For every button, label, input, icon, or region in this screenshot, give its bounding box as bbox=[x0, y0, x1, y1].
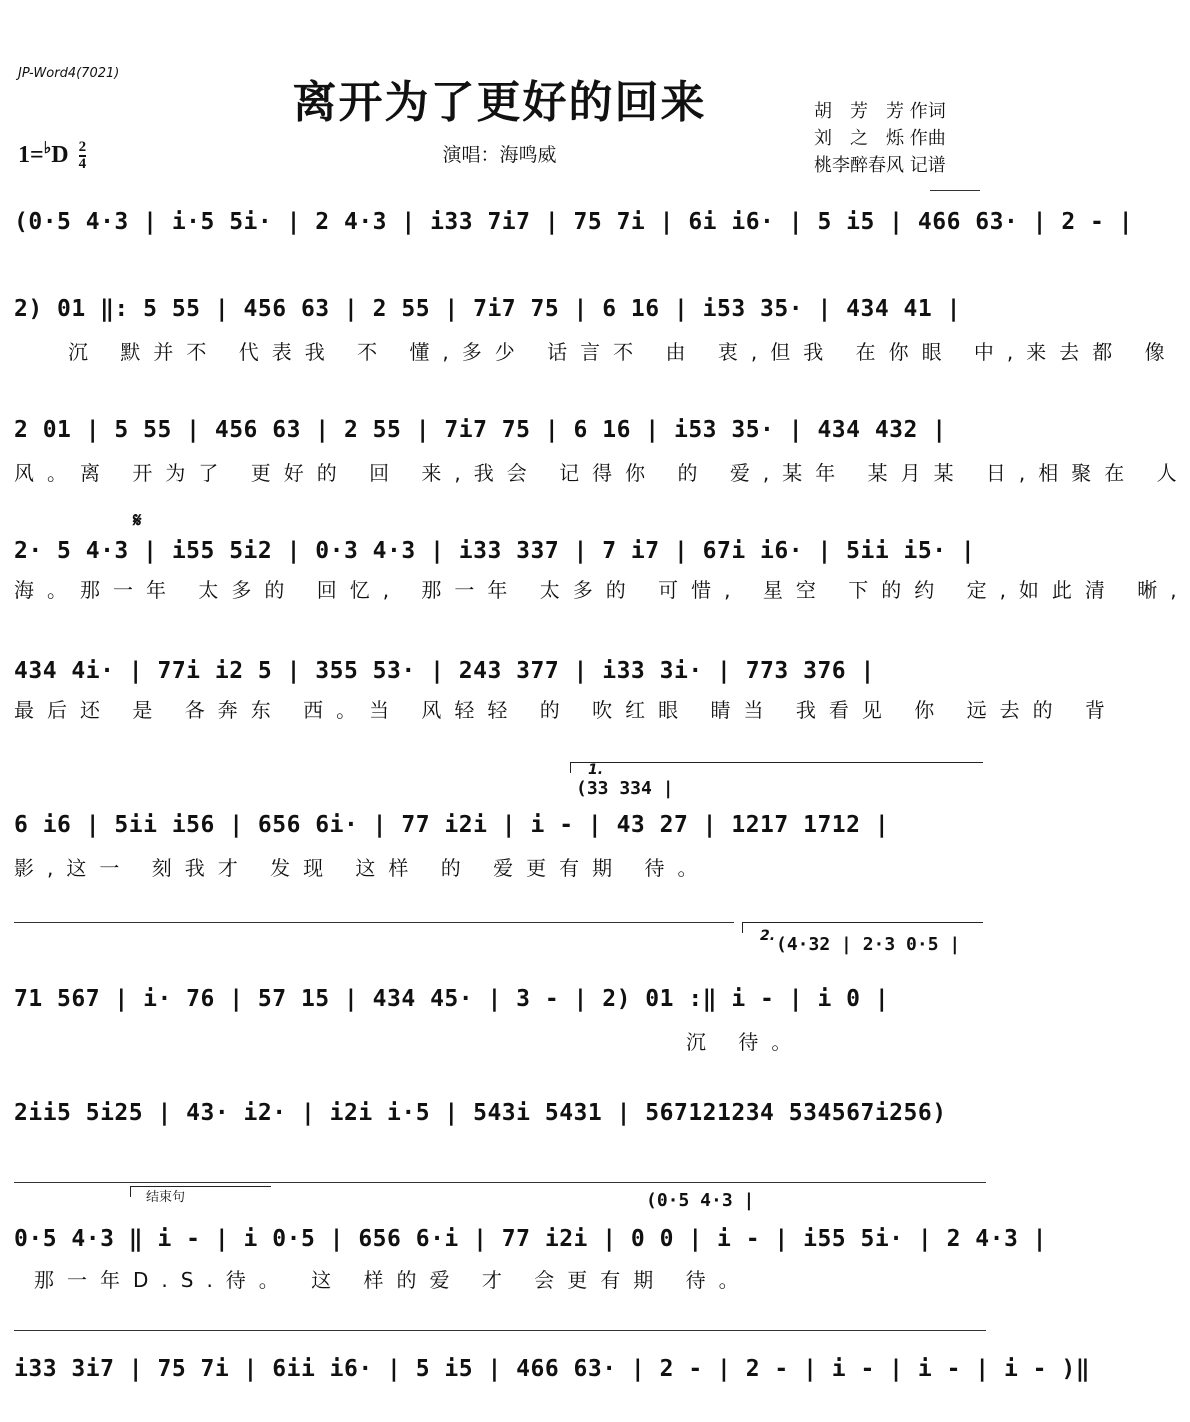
score-line-3 bbox=[14, 417, 1190, 489]
notation-row: 2) 01 ‖: 5 55 | 456 63 | 2 55 | 7i7 75 | 6 16 | i53 35· | 434 41 | bbox=[14, 296, 961, 322]
pickup-notes: (33 334 | bbox=[576, 778, 674, 799]
notation-row: 2 01 | 5 55 | 456 63 | 2 55 | 7i7 75 | 6 16 | i53 35· | 434 432 | bbox=[14, 417, 947, 443]
pickup-notes: (0·5 4·3 | bbox=[646, 1190, 755, 1211]
key-note: D bbox=[51, 142, 69, 168]
tie-line bbox=[14, 1330, 986, 1331]
source-label: JP-Word4(7021) bbox=[18, 66, 120, 81]
notation-row: 434 4i· | 77i i2 5 | 355 53· | 243 377 | i33 3i· | 773 376 | bbox=[14, 658, 875, 684]
credits bbox=[814, 98, 979, 179]
notation-row: 6 i6 | 5ii i56 | 656 6i· | 77 i2i | i - | 43 27 | 1217 1712 | bbox=[14, 812, 890, 838]
transcriber-credit: 桃李醉春风 记谱 bbox=[814, 155, 946, 176]
lyric-row: 沉 默并不 代表我 不 懂,多少 话言不 由 衷,但我 在你眼 中,来去都 像 bbox=[68, 340, 1178, 364]
lyric-row: 海。那一年 太多的 回忆, 那一年 太多的 可惜, 星空 下的约 定,如此清 晰, bbox=[14, 578, 1190, 602]
score-line-6 bbox=[14, 812, 986, 884]
lyric-row: 最后还 是 各奔东 西。当 风轻轻 的 吹红眼 睛当 我看见 你 远去的 背 bbox=[14, 698, 1118, 722]
score-line-4 bbox=[14, 538, 1190, 610]
tie-line bbox=[14, 922, 734, 923]
score-line-2 bbox=[14, 296, 1178, 368]
tie-line bbox=[930, 190, 980, 191]
score-line-8 bbox=[14, 1100, 986, 1148]
lyric-row: 沉 待。 bbox=[686, 1030, 805, 1054]
lyric-row: 风。离 开为了 更好的 回 来,我会 记得你 的 爱,某年 某月某 日,相聚在 人 bbox=[14, 461, 1190, 485]
pickup-notes: (4·32 | 2·3 0·5 | bbox=[776, 934, 961, 955]
notation-row: 71 567 | i· 76 | 57 15 | 434 45· | 3 - | 2) 01 :‖ i - | i 0 | bbox=[14, 986, 890, 1012]
composer-credit: 刘 之 烁 作曲 bbox=[814, 128, 946, 149]
meter-bottom: 4 bbox=[78, 156, 87, 173]
singer-label: 演唱：海鸣威 bbox=[442, 144, 557, 166]
score-line-1 bbox=[14, 205, 1134, 265]
score-line-9 bbox=[14, 1226, 1047, 1298]
song-title: 离开为了更好的回来 bbox=[292, 77, 707, 128]
notation-row: 2· 5 4·3 | i55 5i2 | 0·3 4·3 | i33 337 | 7 i7 | 67i i6· | 5ii i5· | bbox=[14, 538, 976, 564]
lyric-row: 影,这一 刻我才 发现 这样 的 爱更有期 待。 bbox=[14, 856, 711, 880]
key-prefix: 1= bbox=[18, 142, 44, 168]
flat-symbol: ♭ bbox=[43, 140, 52, 157]
score-line-5 bbox=[14, 658, 1118, 730]
volta-2-bracket bbox=[742, 922, 983, 933]
volta-1-label: 1. bbox=[588, 762, 604, 778]
segno-sign: 𝄋 bbox=[133, 508, 142, 532]
notation-row: 0·5 4·3 ‖ i - | i 0·5 | 656 6·i | 77 i2i | 0 0 | i - | i55 5i· | 2 4·3 | bbox=[14, 1226, 1047, 1252]
meter-top: 2 bbox=[78, 139, 87, 156]
volta-1-bracket bbox=[570, 762, 983, 773]
notation-row: (0·5 4·3 | i·5 5i· | 2 4·3 | i33 7i7 | 75 7i | 6i i6· | 5 i5 | 466 63· | 2 - | bbox=[14, 209, 1134, 235]
tie-line bbox=[14, 1182, 986, 1183]
lyricist-credit: 胡 芳 芳 作词 bbox=[814, 101, 946, 122]
notation-row: i33 3i7 | 75 7i | 6ii i6· | 5 i5 | 466 63· | 2 - | 2 - | i - | i - | i - )‖ bbox=[14, 1356, 1091, 1382]
notation-row: 2ii5 5i25 | 43· i2· | i2i i·5 | 543i 5431 | 567121234 534567i256) bbox=[14, 1100, 947, 1126]
score-line-7 bbox=[14, 986, 986, 1058]
ending-label: 结束句 bbox=[146, 1190, 186, 1205]
lyric-row: 那一年D.S.待。 这 样的爱 才 会更有期 待。 bbox=[34, 1268, 752, 1292]
volta-2-label: 2. bbox=[760, 928, 776, 944]
score-line-10 bbox=[14, 1356, 1091, 1404]
